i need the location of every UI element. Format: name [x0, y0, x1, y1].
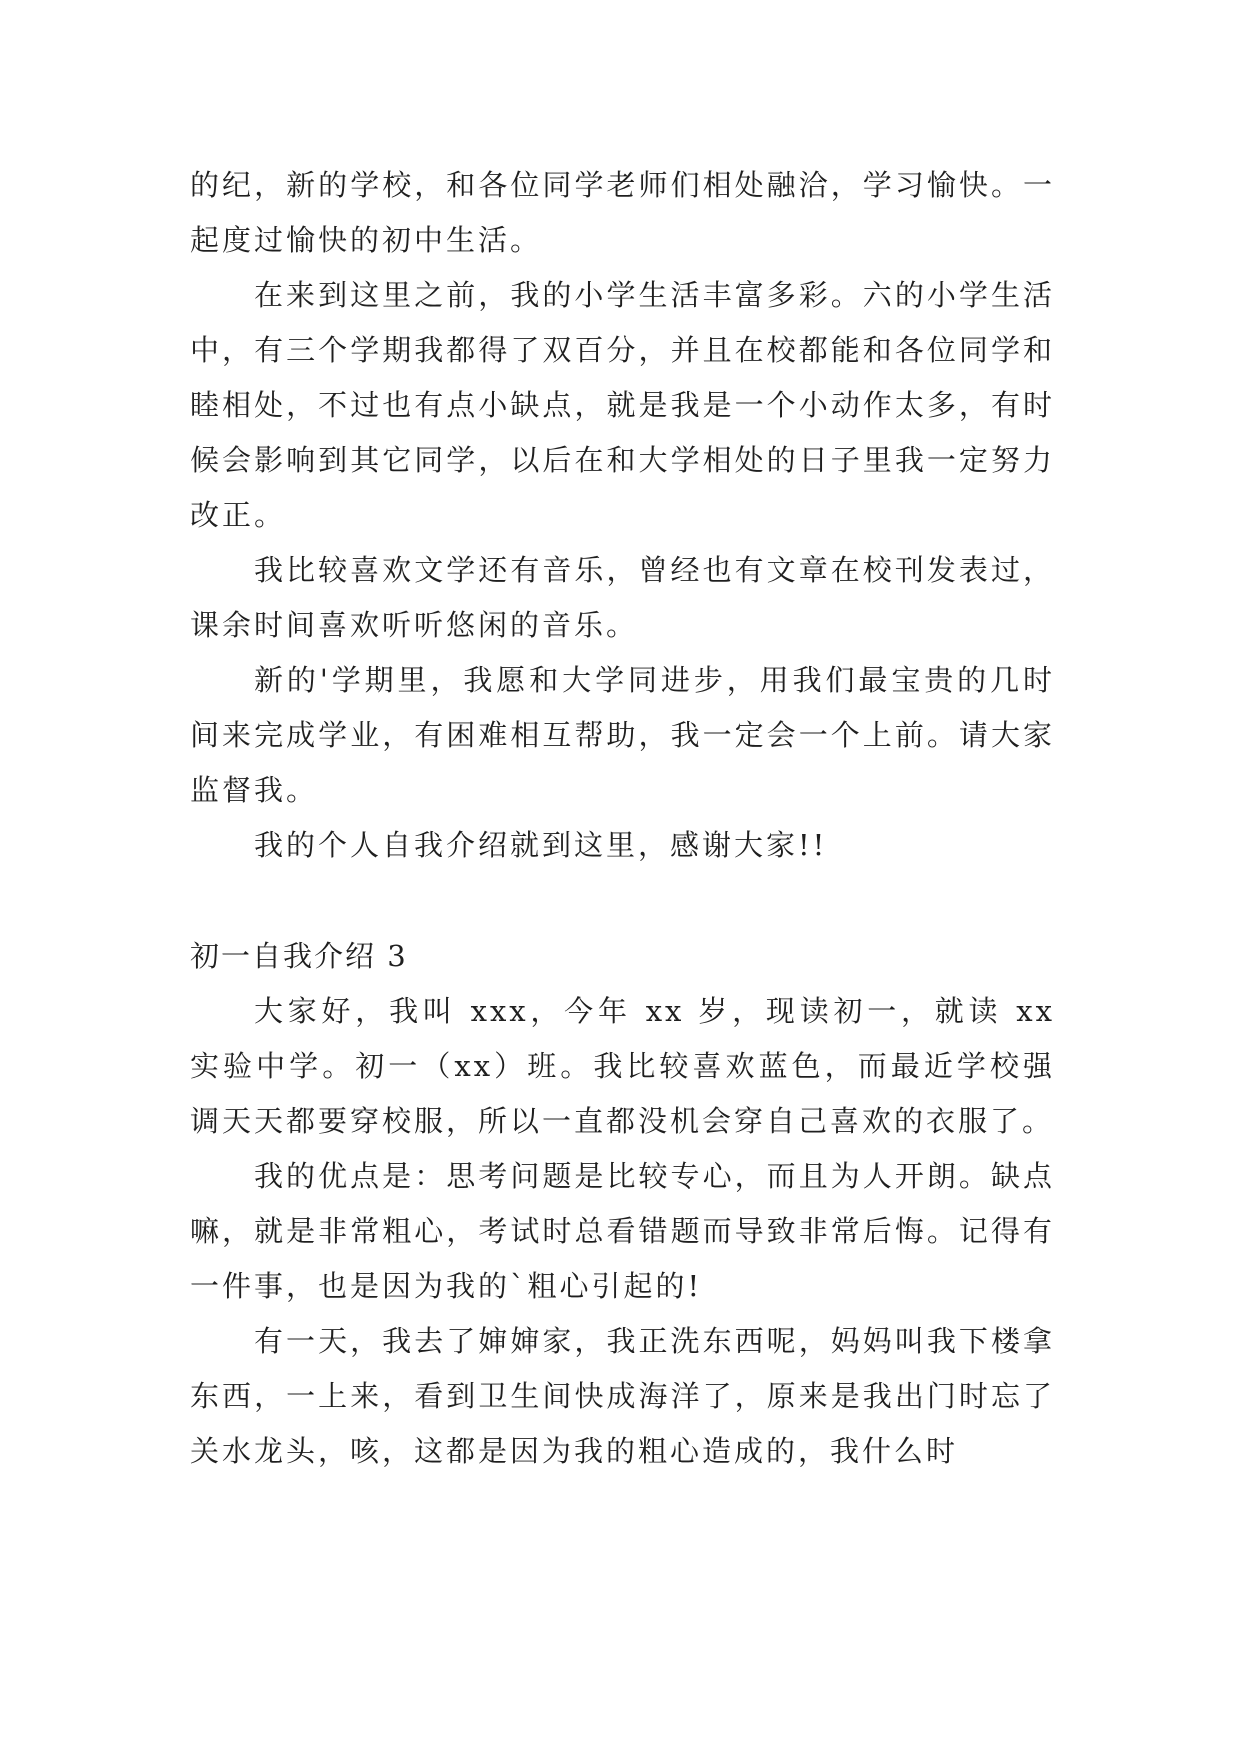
paragraph-new-semester: 新的'学期里，我愿和大学同进步，用我们最宝贵的几时间来完成学业，有困难相互帮助，我一定会一个上前。请大家监督我。: [190, 663, 1055, 807]
paragraph-closing: 我的个人自我介绍就到这里，感谢大家!!: [254, 828, 828, 862]
paragraph-continued: 的纪，新的学校，和各位同学老师们相处融洽，学习愉快。一起度过愉快的初中生活。: [190, 168, 1055, 257]
paragraph-story: 有一天，我去了婶婶家，我正洗东西呢，妈妈叫我下楼拿东西，一上来，看到卫生间快成海洋了，原来是我出门时忘了关水龙头，咳，这都是因为我的粗心造成的，我什么时: [190, 1324, 1055, 1468]
paragraph-strengths-weaknesses: 我的优点是：思考问题是比较专心，而且为人开朗。缺点嘛，就是非常粗心，考试时总看错题而导致非常后悔。记得有一件事，也是因为我的`粗心引起的!: [190, 1159, 1055, 1303]
paragraph-greeting: 大家好，我叫 xxx，今年 xx 岁，现读初一，就读 xx 实验中学。初一（xx）班。我比较喜欢蓝色，而最近学校强调天天都要穿校服，所以一直都没机会穿自己喜欢的衣服了。: [190, 994, 1055, 1138]
paragraph-hobbies: 我比较喜欢文学还有音乐，曾经也有文章在校刊发表过，课余时间喜欢听听悠闲的音乐。: [190, 553, 1055, 642]
section-heading: 初一自我介绍 3: [190, 939, 408, 973]
document-body: [190, 158, 1055, 1479]
paragraph-primary-school: 在来到这里之前，我的小学生活丰富多彩。六的小学生活中，有三个学期我都得了双百分，并且在校都能和各位同学和睦相处，不过也有点小缺点，就是我是一个小动作太多，有时候会影响到其它同学，以后在和大学相处的日子里我一定努力改正。: [190, 278, 1055, 532]
